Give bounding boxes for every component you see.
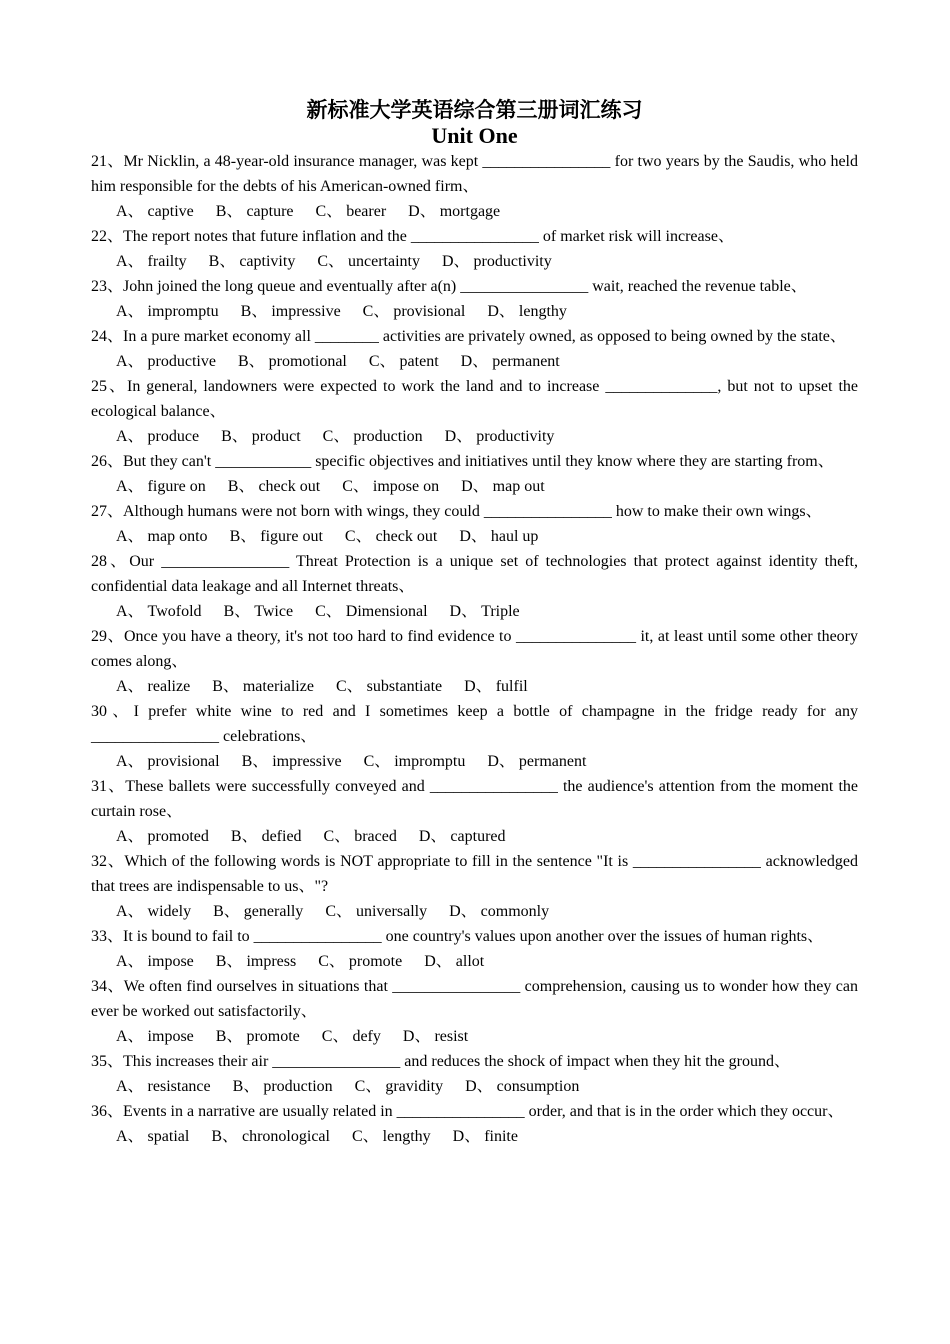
question-29: 29、Once you have a theory, it's not too hard to find evidence to _______________ it, at least until some other theory comes along、 [91, 628, 858, 670]
options-35 [91, 1074, 858, 1099]
option-b: B、 promotional [237, 353, 347, 370]
option-b: B、 impressive [241, 753, 342, 770]
option-a: A、 captive [116, 203, 194, 220]
option-c: C、 impose on [342, 478, 440, 495]
option-a: A、 impose [116, 1028, 194, 1045]
option-c: C、 promote [318, 953, 403, 970]
option-a: A、 productive [116, 353, 216, 370]
option-c: C、 production [322, 428, 423, 445]
option-c: C、 uncertainty [317, 253, 420, 270]
option-c: C、 check out [344, 528, 438, 545]
option-b: B、 impressive [240, 303, 341, 320]
option-a: A、 resistance [116, 1078, 211, 1095]
option-a: A、 widely [116, 903, 192, 920]
options-28 [91, 599, 858, 624]
option-a: A、 spatial [116, 1128, 190, 1145]
option-d: D、 captured [418, 828, 506, 845]
option-d: D、 haul up [459, 528, 539, 545]
page-title: 新标准大学英语综合第三册词汇练习 [306, 98, 643, 122]
option-c: C、 braced [323, 828, 397, 845]
options-24 [91, 349, 858, 374]
option-c: C、 Dimensional [315, 603, 428, 620]
options-21 [91, 199, 858, 224]
option-b: B、 chronological [211, 1128, 330, 1145]
question-25: 25、In general, landowners were expected to work the land and to increase ______________, but not to upset the ecological balance、 [91, 378, 858, 420]
options-36 [91, 1124, 858, 1149]
option-c: C、 universally [325, 903, 428, 920]
option-b: B、 impress [215, 953, 297, 970]
option-b: B、 materialize [212, 678, 314, 695]
question-33: 33、It is bound to fail to ________________ one country's values upon another over the issues of human rights、 [91, 928, 824, 945]
option-d: D、 fulfil [464, 678, 528, 695]
option-b: B、 check out [227, 478, 321, 495]
option-a: A、 produce [116, 428, 200, 445]
option-c: C、 gravidity [354, 1078, 444, 1095]
options-30 [91, 749, 858, 774]
option-a: A、 Twofold [116, 603, 202, 620]
document-page [91, 96, 858, 1149]
options-34 [91, 1024, 858, 1049]
options-26 [91, 474, 858, 499]
option-b: B、 defied [230, 828, 302, 845]
question-31: 31、These ballets were successfully conveyed and ________________ the audience's attention from the moment the curtain rose、 [91, 778, 858, 820]
option-b: B、 Twice [223, 603, 294, 620]
options-31 [91, 824, 858, 849]
option-b: B、 promote [215, 1028, 300, 1045]
option-c: C、 defy [321, 1028, 381, 1045]
option-a: A、 impose [116, 953, 194, 970]
question-36: 36、Events in a narrative are usually related in ________________ order, and that is in the order which they occur、 [91, 1103, 844, 1120]
option-d: D、 permanent [460, 353, 560, 370]
option-a: A、 figure on [116, 478, 206, 495]
option-d: D、 finite [452, 1128, 518, 1145]
option-c: C、 bearer [315, 203, 387, 220]
option-d: D、 allot [424, 953, 485, 970]
option-d: D、 consumption [465, 1078, 580, 1095]
options-27 [91, 524, 858, 549]
option-a: A、 frailty [116, 253, 187, 270]
option-d: D、 map out [461, 478, 545, 495]
question-list [91, 149, 858, 1149]
options-32 [91, 899, 858, 924]
option-d: D、 mortgage [408, 203, 501, 220]
option-d: D、 permanent [487, 753, 587, 770]
option-a: A、 realize [116, 678, 191, 695]
option-c: C、 impromptu [363, 753, 466, 770]
question-34: 34、We often find ourselves in situations that ________________ comprehension, causing us to wonder how they can ever be worked out satisfactorily、 [91, 978, 858, 1020]
option-a: A、 impromptu [116, 303, 219, 320]
question-35: 35、This increases their air ________________ and reduces the shock of impact when they hit the ground、 [91, 1053, 790, 1070]
option-d: D、 lengthy [487, 303, 567, 320]
question-27: 27、Although humans were not born with wings, they could ________________ how to make their own wings、 [91, 503, 822, 520]
option-a: A、 map onto [116, 528, 208, 545]
question-30: 30、I prefer white wine to red and I sometimes keep a bottle of champagne in the fridge ready for any ________________ celebrations、 [91, 703, 858, 745]
options-25 [91, 424, 858, 449]
options-22 [91, 249, 858, 274]
question-24: 24、In a pure market economy all ________ activities are privately owned, as opposed to being owned by the state、 [91, 328, 846, 345]
option-b: B、 product [221, 428, 301, 445]
option-b: B、 production [232, 1078, 333, 1095]
option-c: C、 lengthy [351, 1128, 431, 1145]
option-d: D、 productivity [444, 428, 555, 445]
options-33 [91, 949, 858, 974]
option-d: D、 productivity [441, 253, 552, 270]
option-b: B、 generally [213, 903, 304, 920]
question-21: 21、Mr Nicklin, a 48-year-old insurance manager, was kept ________________ for two years by the Saudis, who held him responsible for the debts of his American-owned firm、 [91, 153, 858, 195]
option-c: C、 patent [368, 353, 439, 370]
unit-heading: Unit One [431, 123, 518, 148]
question-28: 28、Our ________________ Threat Protection is a unique set of technologies that protect against identity theft, confidential data leakage and all Internet threats、 [91, 553, 858, 595]
option-d: D、 resist [402, 1028, 469, 1045]
option-d: D、 commonly [449, 903, 550, 920]
option-b: B、 figure out [229, 528, 323, 545]
option-a: A、 promoted [116, 828, 209, 845]
option-c: C、 provisional [362, 303, 466, 320]
question-22: 22、The report notes that future inflation and the ________________ of market risk will increase、 [91, 228, 734, 245]
question-32: 32、Which of the following words is NOT appropriate to fill in the sentence "It is ________________ acknowledged that trees are indispensable to us、"? [91, 853, 859, 895]
question-26: 26、But they can't ____________ specific objectives and initiatives until they know where they are starting from、 [91, 453, 834, 470]
options-29 [91, 674, 858, 699]
question-23: 23、John joined the long queue and eventually after a(n) ________________ wait, reached the revenue table、 [91, 278, 807, 295]
option-c: C、 substantiate [335, 678, 443, 695]
option-d: D、 Triple [449, 603, 520, 620]
option-b: B、 capture [215, 203, 294, 220]
option-b: B、 captivity [208, 253, 296, 270]
option-a: A、 provisional [116, 753, 220, 770]
options-23 [91, 299, 858, 324]
